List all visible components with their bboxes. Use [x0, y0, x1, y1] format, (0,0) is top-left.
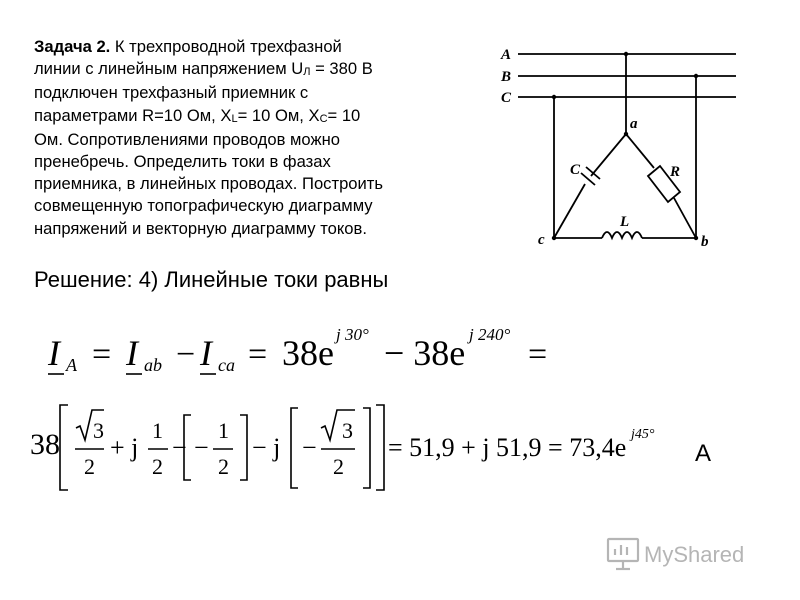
- problem-line-6: пренебречь. Определить токи в фазах: [34, 152, 331, 172]
- problem-line-1: К трехпроводной трехфазной: [110, 37, 342, 56]
- node-label-c: c: [538, 232, 545, 248]
- xc-subscript: C: [319, 112, 328, 125]
- node-label-b: b: [701, 234, 709, 250]
- equation-line-1: [47, 325, 547, 375]
- resistor-label: R: [670, 164, 681, 180]
- eq1-lhs-sub: A: [66, 355, 77, 375]
- bracket-right: [376, 405, 384, 490]
- eq2-minus-c: −: [302, 433, 317, 462]
- eq2-minus-j: − j: [252, 433, 281, 462]
- eq1-minus-1: −: [176, 336, 196, 373]
- problem-line-4c: = 10: [327, 105, 361, 125]
- eq1-exp-2: j 240°: [469, 325, 511, 344]
- paren-right-2: [363, 408, 370, 488]
- node-label-a: a: [630, 116, 638, 132]
- watermark-text: MyShared: [644, 542, 745, 567]
- eq2-minus-a: −: [172, 433, 187, 462]
- problem-line-9: напряжений и векторную диаграмму токов.: [34, 218, 367, 238]
- line-label-a: A: [501, 47, 512, 63]
- eq1-term1-sub: ab: [144, 355, 162, 375]
- eq2-den-a: 2: [84, 454, 95, 479]
- watermark-logo: [604, 533, 784, 573]
- line-label-c: C: [501, 90, 512, 106]
- eq1-term2-i: I: [200, 333, 212, 373]
- paren-left-2: [291, 408, 298, 488]
- eq2-result-exp: j45°: [631, 427, 655, 442]
- capacitor-label: C: [570, 162, 581, 178]
- inductor-label: L: [620, 214, 630, 230]
- problem-line-8: совмещенную топографическую диаграмму: [34, 196, 373, 216]
- eq2-den-b: 2: [152, 454, 163, 479]
- eq2-one-b: 1: [218, 418, 229, 443]
- solution-heading: Решение: 4) Линейные токи равны: [34, 267, 389, 292]
- eq2-den-d: 2: [333, 454, 344, 479]
- eq2-one-a: 1: [152, 418, 163, 443]
- eq2-plus-j: + j: [110, 433, 139, 462]
- presentation-icon: [608, 539, 638, 569]
- eq2-result: = 51,9 + j 51,9 = 73,4e: [388, 433, 627, 462]
- eq2-sqrt3-b: 3: [342, 418, 353, 443]
- bracket-left: [60, 405, 68, 490]
- eq2-coef: 38: [30, 428, 60, 461]
- eq1-eq-1: =: [92, 336, 112, 373]
- problem-line-2: линии с линейным напряжением U: [34, 59, 304, 79]
- problem-line-2-end: = 380 В: [310, 59, 373, 79]
- line-label-b: B: [501, 69, 512, 85]
- problem-line-3: подключен трехфазный приемник с: [34, 83, 309, 103]
- problem-line-5: Ом. Сопротивлениями проводов можно: [34, 129, 340, 149]
- paren-right-1: [240, 415, 247, 480]
- eq1-value-2: − 38e: [384, 333, 466, 373]
- voltage-subscript: Л: [303, 66, 311, 79]
- eq1-lhs-i: I: [48, 333, 60, 373]
- equation-line-2: [30, 405, 655, 490]
- problem-line-4a: параметрами R=10 Ом, X: [34, 105, 232, 125]
- eq2-sqrt3-a: 3: [93, 418, 104, 443]
- eq1-value-1: 38e: [282, 333, 334, 373]
- eq1-term2-sub: ca: [218, 355, 235, 375]
- eq1-term1-i: I: [126, 333, 138, 373]
- eq1-eq-3: =: [528, 336, 548, 373]
- unit-label: A: [695, 440, 712, 467]
- problem-line-7: приемника, в линейных проводах. Построить: [34, 174, 384, 194]
- eq2-den-c: 2: [218, 454, 229, 479]
- eq2-minus-b: −: [194, 433, 209, 462]
- eq1-eq-2: =: [248, 336, 268, 373]
- xl-subscript: L: [231, 112, 238, 125]
- problem-line-4b: = 10 Ом, X: [237, 105, 320, 125]
- eq1-exp-1: j 30°: [336, 325, 369, 344]
- problem-title: Задача 2.: [34, 37, 111, 56]
